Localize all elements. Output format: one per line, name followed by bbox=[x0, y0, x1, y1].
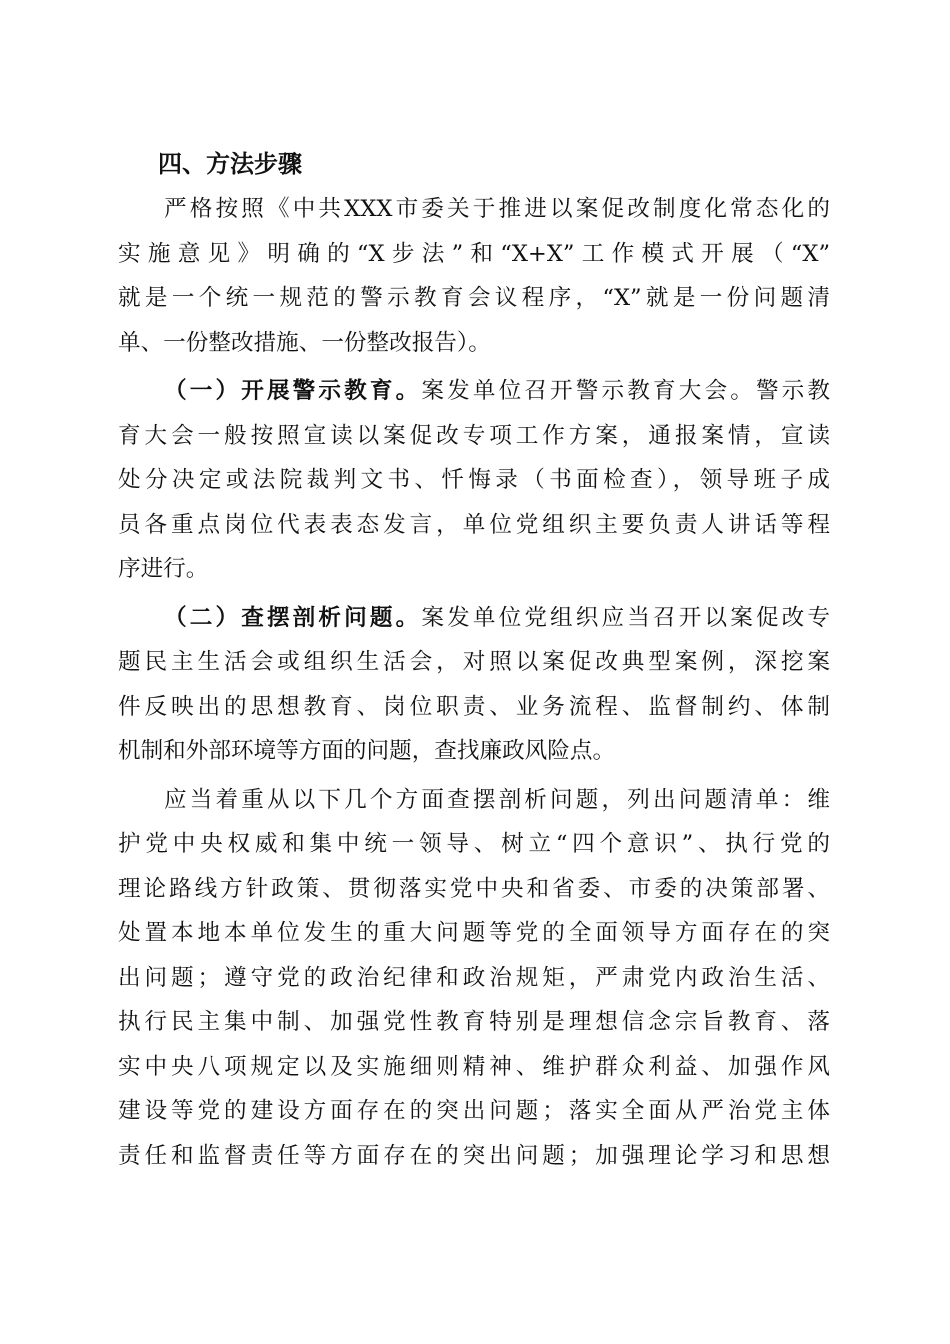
text-line: 建设等党的建设方面存在的突出问题；落实全面从严治党主体 bbox=[118, 1098, 830, 1124]
text-line: 责任和监督责任等方面存在的突出问题；加强理论学习和思想 bbox=[118, 1142, 830, 1169]
text-line: 理论路线方针政策、贯彻落实党中央和省委、市委的决策部署、 bbox=[118, 875, 830, 902]
text-run: 案发单位党组织应当召开以案促改专 bbox=[421, 604, 831, 631]
text-line: 育大会一般按照宣读以案促改专项工作方案，通报案情，宣读 bbox=[118, 422, 830, 449]
text-line: 序进行。 bbox=[118, 556, 209, 582]
text-line bbox=[118, 596, 830, 641]
section-heading: 四、方法步骤 bbox=[158, 150, 302, 178]
text-line: 单、一份整改措施、一份整改报告）。 bbox=[118, 329, 491, 356]
text-run: 案发单位召开警示教育大会。警示教 bbox=[421, 378, 831, 404]
paragraph-warning-education bbox=[118, 369, 830, 592]
text-line: 护党中央权威和集中统一领导、树立“四个意识”、执行党的 bbox=[118, 831, 830, 857]
text-line bbox=[118, 369, 830, 414]
paragraph-intro bbox=[118, 187, 830, 365]
text-line: 处置本地本单位发生的重大问题等党的全面领导方面存在的突 bbox=[118, 920, 830, 946]
text-line: 出问题；遵守党的政治纪律和政治规矩，严肃党内政治生活、 bbox=[118, 964, 830, 991]
paragraph-problem-list bbox=[118, 778, 830, 1179]
text-line: 执行民主集中制、加强党性教育特别是理想信念宗旨教育、落 bbox=[118, 1009, 830, 1035]
text-line: 就是一个统一规范的警示教育会议程序，“X”就是一份问题清 bbox=[118, 285, 830, 311]
paragraph-lead: （二）查摆剖析问题。 bbox=[164, 604, 422, 631]
text-line: 实施意见》明确的“X步法”和“X+X”工作模式开展（“X” bbox=[118, 240, 830, 267]
paragraph-problem-analysis bbox=[118, 596, 830, 774]
text-line: 机制和外部环境等方面的问题，查找廉政风险点。 bbox=[118, 738, 616, 764]
document-body bbox=[118, 187, 830, 1182]
text-line: 处分决定或法院裁判文书、忏悔录（书面检查），领导班子成 bbox=[118, 467, 830, 493]
text-line: 件反映出的思想教育、岗位职责、业务流程、监督制约、体制 bbox=[118, 693, 830, 720]
paragraph-lead: （一）开展警示教育。 bbox=[164, 378, 422, 404]
text-line: 员各重点岗位代表表态发言，单位党组织主要负责人讲话等程 bbox=[118, 511, 830, 538]
text-line: 实中央八项规定以及实施细则精神、维护群众利益、加强作风 bbox=[118, 1053, 830, 1080]
text-line: 题民主生活会或组织生活会，对照以案促改典型案例，深挖案 bbox=[118, 649, 830, 675]
text-line: 严格按照《中共XXX市委关于推进以案促改制度化常态化的 bbox=[164, 196, 830, 222]
text-line: 应当着重从以下几个方面查摆剖析问题，列出问题清单：维 bbox=[164, 786, 830, 813]
